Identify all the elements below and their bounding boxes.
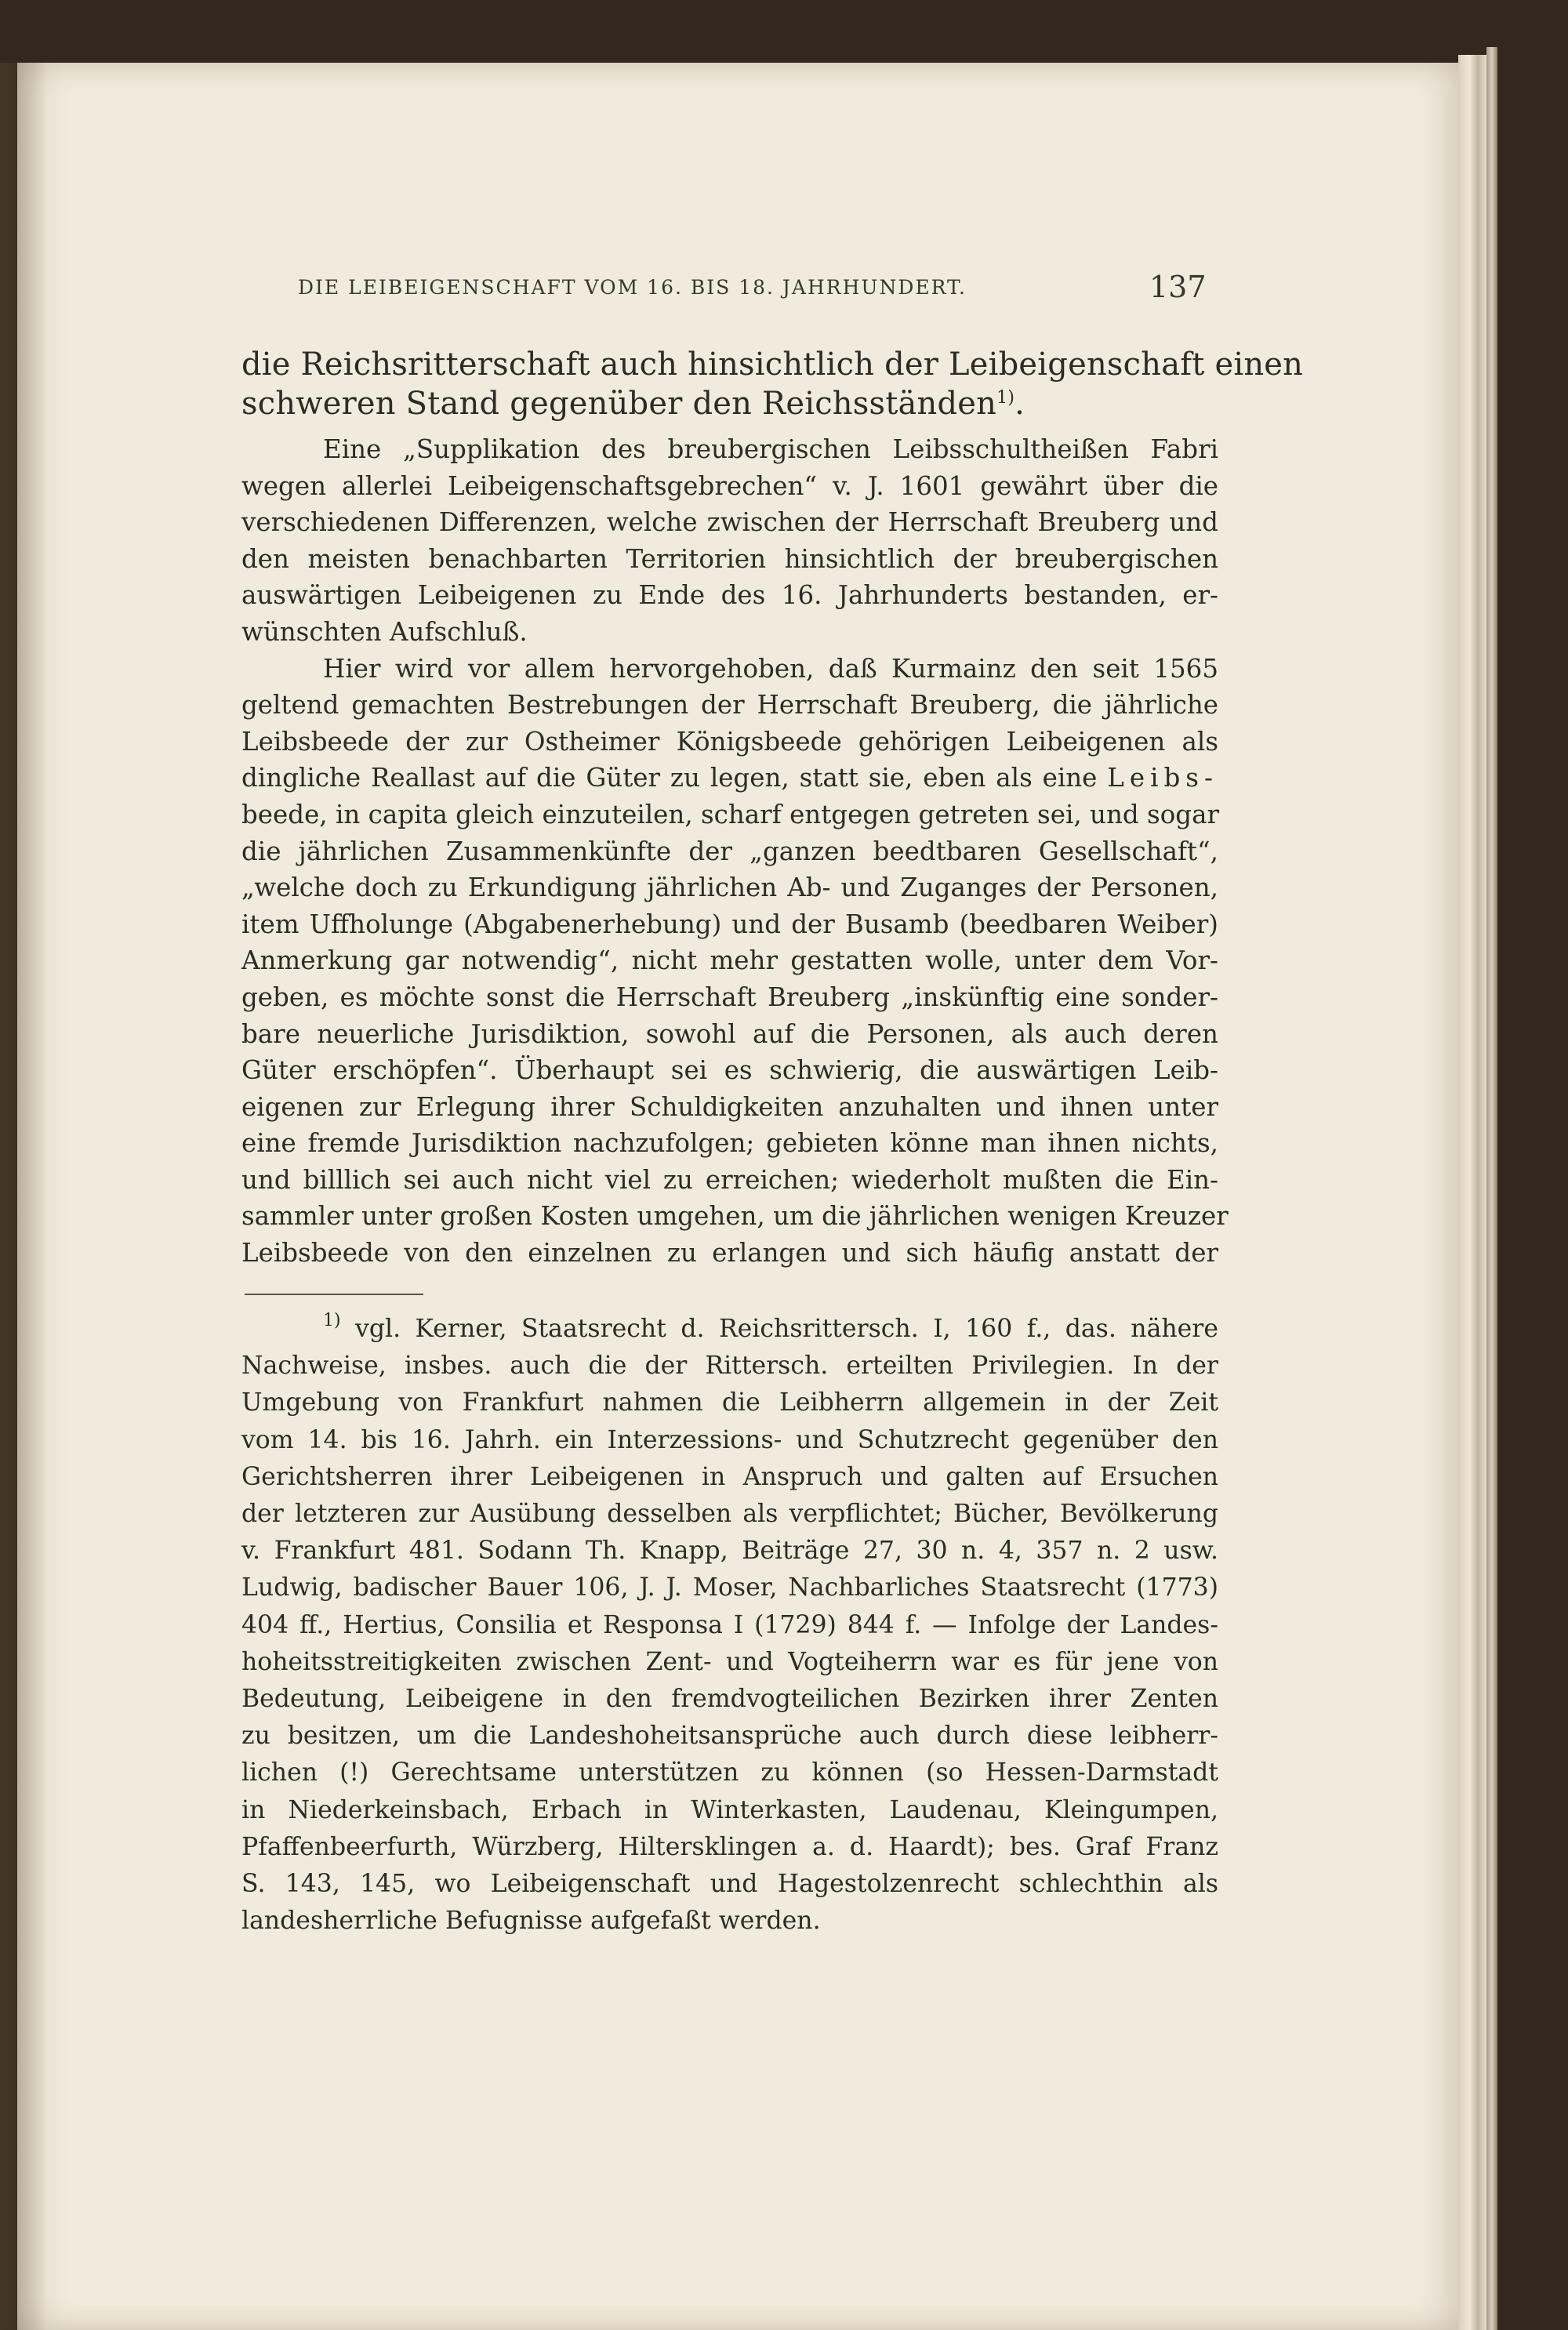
main-text: [241, 345, 1304, 1272]
footnote-block: [241, 1311, 1218, 1940]
paragraph-supplikation: [241, 431, 1218, 651]
footnote-line: Umgebung von Frankfurt nahmen die Leibherrn allgemein in der Zeit: [241, 1388, 1218, 1417]
footnote-line: hoheitsstreitigkeiten zwischen Zent- und Vogteiherrn war es für jene von: [241, 1647, 1218, 1676]
text-line: und billlich sei auch nicht viel zu erreichen; wiederholt mußten die Ein-: [241, 1164, 1218, 1195]
page-edge-outer: [1486, 47, 1497, 2330]
text-line: eigenen zur Erlegung ihrer Schuldigkeiten anzuhalten und ihnen unter: [241, 1091, 1218, 1122]
text-line: Leibsbeede der zur Ostheimer Königsbeede gehörigen Leibeigenen als: [241, 726, 1218, 757]
text-line: sammler unter großen Kosten umgehen, um die jährlichen wenigen Kreuzer: [241, 1201, 1229, 1232]
footnote-line: Nachweise, insbes. auch die der Rittersch. erteilten Privilegien. In der: [241, 1352, 1218, 1381]
page-number: 137: [1149, 270, 1207, 304]
text-line: geltend gemachten Bestrebungen der Herrschaft Breuberg, die jährliche: [241, 690, 1218, 720]
intro-paragraph: [241, 345, 1304, 423]
footnote-line: S. 143, 145, wo Leibeigenschaft und Hagestolzenrecht schlechthin als: [241, 1870, 1218, 1899]
footnote-line: der letzteren zur Ausübung desselben als verpflichtet; Bücher, Bevölkerung: [241, 1500, 1218, 1529]
text-line: verschiedenen Differenzen, welche zwischen der Herrschaft Breuberg und: [241, 507, 1218, 538]
text-line: wünschten Aufschluß.: [241, 616, 528, 647]
paragraph-kurmainz: [241, 651, 1229, 1272]
emphasized-word: Leibs-: [1107, 763, 1218, 793]
running-head: DIE LEIBEIGENSCHAFT VOM 16. BIS 18. JAHRHUNDERT.: [298, 276, 967, 299]
footnote-separator: [245, 1294, 423, 1295]
text-span: dingliche Reallast auf die Güter zu legen, statt sie, eben als eine: [241, 763, 1098, 793]
footnote-line: lichen (!) Gerechtsame unterstützen zu können (so Hessen-Darmstadt: [241, 1758, 1218, 1787]
footnote-line: vom 14. bis 16. Jahrh. ein Interzessions- und Schutzrecht gegenüber den: [241, 1425, 1218, 1454]
footnote-line: 404 ff., Hertius, Consilia et Responsa I (1729) 844 f. — Infolge der Landes-: [241, 1610, 1218, 1639]
text-line: geben, es möchte sonst die Herrschaft Breuberg „inskünftig eine sonder-: [241, 982, 1218, 1012]
text-line: beede, in capita gleich einzuteilen, scharf entgegen getreten sei, und sogar: [241, 799, 1219, 829]
text-span: .: [1014, 386, 1025, 422]
footnote-line: zu besitzen, um die Landeshoheitsansprüche auch durch diese leibherr-: [241, 1722, 1218, 1751]
text-line: bare neuerliche Jurisdiktion, sowohl auf die Personen, als auch deren: [241, 1018, 1218, 1049]
footnote-line: [241, 1311, 1218, 1348]
text-line: die jährlichen Zusammenkünfte der „ganzen beedtbaren Gesellschaft“,: [241, 836, 1218, 866]
text-line: „welche doch zu Erkundigung jährlichen Ab- und Zuganges der Personen,: [241, 873, 1218, 903]
text-line: wegen allerlei Leibeigenschaftsgebrechen“ v. J. 1601 gewährt über die: [241, 470, 1218, 501]
text-line: Leibsbeede von den einzelnen zu erlangen und sich häufig anstatt der: [241, 1238, 1218, 1268]
text-line: [241, 760, 1218, 797]
page-edge: [1458, 55, 1486, 2330]
footnote-reference: 1): [996, 388, 1015, 408]
text-line: Eine „Supplikation des breubergischen Leibsschultheißen Fabri: [323, 434, 1218, 464]
footnote-line: Pfaffenbeerfurth, Würzberg, Hiltersklingen a. d. Haardt); bes. Graf Franz: [241, 1832, 1218, 1861]
footnote-line: landesherrliche Befugnisse aufgefaßt werden.: [241, 1907, 821, 1936]
text-line: auswärtigen Leibeigenen zu Ende des 16. Jahrhunderts bestanden, er-: [241, 580, 1218, 611]
gutter-shadow: [0, 63, 47, 2330]
text-line: [241, 384, 1218, 423]
text-span: schweren Stand gegenüber den Reichsständen: [241, 386, 997, 422]
footnote-line: Gerichtsherren ihrer Leibeigenen in Anspruch und galten auf Ersuchen: [241, 1462, 1218, 1491]
text-line: Güter erschöpfen“. Überhaupt sei es schwierig, die auswärtigen Leib-: [241, 1055, 1218, 1086]
text-line: eine fremde Jurisdiktion nachzufolgen; gebieten könne man ihnen nichts,: [241, 1128, 1218, 1159]
text-line: item Uffholunge (Abgabenerhebung) und der Busamb (beedbaren Weiber): [241, 909, 1218, 939]
footnote-marker: 1): [323, 1311, 341, 1330]
text-line: Anmerkung gar notwendig“, nicht mehr gestatten wolle, unter dem Vor-: [241, 945, 1218, 976]
text-line: den meisten benachbarten Territorien hinsichtlich der breubergischen: [241, 543, 1218, 574]
text-span: vgl. Kerner, Staatsrecht d. Reichsrittersch. I, 160 f., das. nähere: [340, 1315, 1218, 1343]
text-line: Hier wird vor allem hervorgehoben, daß Kurmainz den seit 1565: [323, 653, 1218, 684]
footnote-line: Ludwig, badischer Bauer 106, J. J. Moser, Nachbarliches Staatsrecht (1773): [241, 1573, 1218, 1602]
text-line: die Reichsritterschaft auch hinsichtlich der Leibeigenschaft einen: [241, 347, 1304, 383]
footnote-line: in Niederkeinsbach, Erbach in Winterkasten, Laudenau, Kleingumpen,: [241, 1795, 1218, 1824]
footnote-line: Bedeutung, Leibeigene in den fremdvogteilichen Bezirken ihrer Zenten: [241, 1685, 1218, 1714]
footnote-line: v. Frankfurt 481. Sodann Th. Knapp, Beiträge 27, 30 n. 4, 357 n. 2 usw.: [241, 1537, 1218, 1566]
